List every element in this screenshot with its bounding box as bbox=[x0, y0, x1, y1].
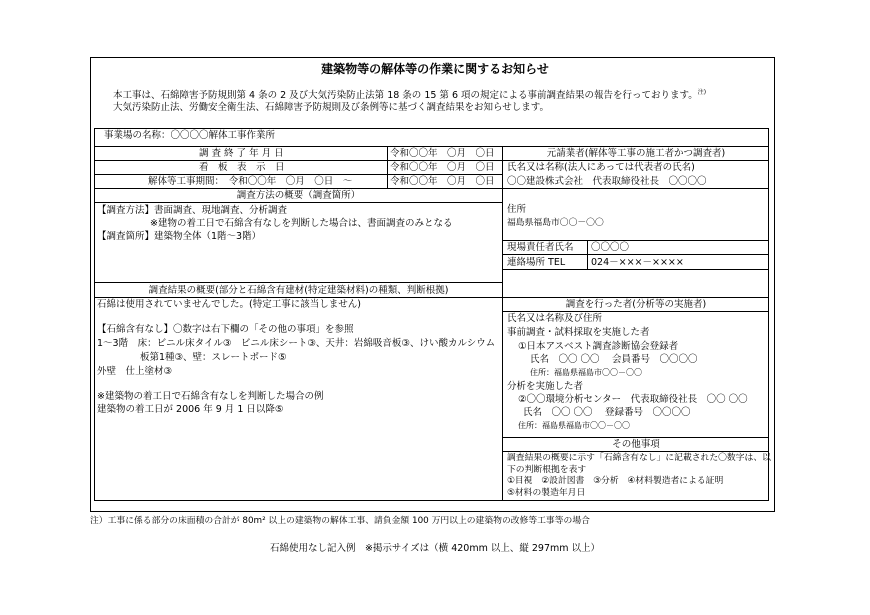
project-name: 事業場の名称：〇〇〇〇解体工事作業所 bbox=[104, 130, 276, 141]
result-line-3: 1～3階 床：ビニル床タイル③ ビニル床シート③、天井：岩綿吸音板③、けい酸カルシウム bbox=[97, 338, 496, 349]
intro-line-1: 本工事は、石綿障害予防規則第 4 条の 2 及び大気汚染防止法第 18 条の 15 第 6 項の規定による事前調査結果の報告を行っております。$^{注)}$ bbox=[113, 89, 707, 102]
divider bbox=[94, 282, 503, 283]
footnote: 注）工事に係る部分の床面積の合計が 80m² 以上の建築物の解体工事、請負金額 100 万円以上の建築物の改修等工事等の場合 bbox=[90, 516, 590, 526]
prelim-survey-address: 住所：福島県福島市〇〇－〇〇 bbox=[530, 368, 642, 377]
site-manager-label: 現場責任者氏名 bbox=[507, 242, 574, 253]
other-line-2: 下の判断根拠を表す bbox=[507, 465, 587, 475]
investigator-header: 調査を行った者(分析等の実施者) bbox=[565, 299, 707, 310]
contact-label: 連絡場所 TEL bbox=[507, 257, 566, 268]
analysis-label: 分析を実施した者 bbox=[507, 381, 584, 392]
result-header-text: 調査結果の概要(部分と石綿含有建材(特定建築材料)の種類、判断根拠) bbox=[148, 285, 449, 296]
result-line-4: 板第1種③、壁：スレートボード⑤ bbox=[140, 352, 287, 363]
other-header: その他事項 bbox=[612, 439, 660, 450]
divider bbox=[503, 269, 769, 270]
analysis-person: 氏名 〇〇 〇〇 登録番号 〇〇〇〇 bbox=[523, 407, 691, 418]
method-header: 調査方法の概要（調査箇所） bbox=[236, 190, 361, 201]
method-line-3: 【調査箇所】建築物全体（1階～3階） bbox=[97, 231, 262, 242]
contractor-header: 元請業者(解体等工事の施工者かつ調査者) bbox=[546, 148, 726, 159]
divider bbox=[94, 160, 503, 161]
site-manager-value: 〇〇〇〇 bbox=[591, 242, 630, 253]
divider bbox=[94, 146, 769, 147]
contractor-name: 〇〇建設株式会社 代表取締役社長 〇〇〇〇 bbox=[507, 176, 707, 187]
sign-display-date-value: 令和〇〇年 〇月 〇日 bbox=[390, 162, 495, 173]
divider bbox=[503, 311, 769, 312]
prelim-survey-org: ①日本アスベスト調査診断協会登録者 bbox=[518, 341, 679, 352]
divider bbox=[94, 174, 503, 175]
divider bbox=[503, 160, 769, 161]
work-period-label: 解体等工事期間： 令和〇〇年 〇月 〇日 ～ bbox=[148, 176, 353, 187]
result-line-6: ※建築物の着工日で石綿含有なしを判断した場合の例 bbox=[97, 391, 324, 402]
intro-line-2: 大気汚染防止法、労働安全衛生法、石綿障害予防規則及び条例等に基づく調査結果をお知らせします。 bbox=[113, 102, 549, 113]
work-period-value: 令和〇〇年 〇月 〇日 bbox=[390, 176, 495, 187]
result-line-5: 外壁 仕上塗材③ bbox=[97, 366, 173, 377]
result-line-1: 石綿は使用されていませんでした。(特定工事に該当しません) bbox=[97, 299, 361, 310]
survey-end-date-label: 調 査 終 了 年 月 日 bbox=[199, 148, 284, 159]
sign-display-date-label: 看 板 表 示 日 bbox=[199, 162, 285, 173]
result-line-7: 建築物の着工日が 2006 年 9 月 1 日以降⑤ bbox=[97, 404, 284, 415]
prelim-survey-person: 氏名 〇〇 〇〇 会員番号 〇〇〇〇 bbox=[530, 354, 698, 365]
prelim-survey-label: 事前調査・試料採取を実施した者 bbox=[507, 327, 650, 338]
divider bbox=[503, 437, 769, 438]
survey-end-date-value: 令和〇〇年 〇月 〇日 bbox=[390, 148, 495, 159]
divider bbox=[94, 188, 503, 189]
method-line-1: 【調査方法】書面調査、現地調査、分析調査 bbox=[97, 205, 288, 216]
caption: 石綿使用なし記入例 ※掲示サイズは（横 420mm 以上、縦 297mm 以上） bbox=[269, 543, 601, 554]
divider bbox=[503, 188, 769, 189]
address-label: 住所 bbox=[507, 204, 527, 215]
divider bbox=[94, 297, 503, 298]
other-line-1: 調査結果の概要に示す「石綿含有なし」に記載された〇数字は、以 bbox=[507, 453, 771, 463]
address-value: 福島県福島市〇〇－〇〇 bbox=[507, 218, 604, 228]
investigator-name-label: 氏名又は名称及び住所 bbox=[507, 313, 603, 324]
contact-value: 024－×××－×××× bbox=[591, 257, 684, 268]
contractor-name-label: 氏名又は名称(法人にあっては代表者の氏名) bbox=[507, 162, 695, 173]
divider bbox=[503, 451, 769, 452]
analysis-org: ②〇〇環境分析センター 代表取締役社長 〇〇 〇〇 bbox=[518, 394, 748, 405]
divider bbox=[503, 240, 769, 241]
notice-title: 建築物等の解体等の作業に関するお知らせ bbox=[321, 62, 549, 76]
result-line-2: 【石綿含有なし】〇数字は右下欄の「その他の事項」を参照 bbox=[97, 324, 354, 335]
other-line-3: ①目視 ②設計図書 ③分析 ④材料製造者による証明 bbox=[507, 476, 724, 486]
result-header bbox=[94, 286, 503, 296]
divider bbox=[503, 254, 769, 255]
other-line-4: ⑤材料の製造年月日 bbox=[507, 488, 586, 498]
divider bbox=[503, 297, 769, 298]
analysis-address: 住所：福島県福島市〇〇－〇〇 bbox=[518, 421, 630, 430]
method-line-2: ※建物の着工日で石綿含有なしを判断した場合は、書面調査のみとなる bbox=[150, 218, 453, 229]
divider bbox=[387, 146, 388, 188]
divider bbox=[94, 202, 503, 203]
